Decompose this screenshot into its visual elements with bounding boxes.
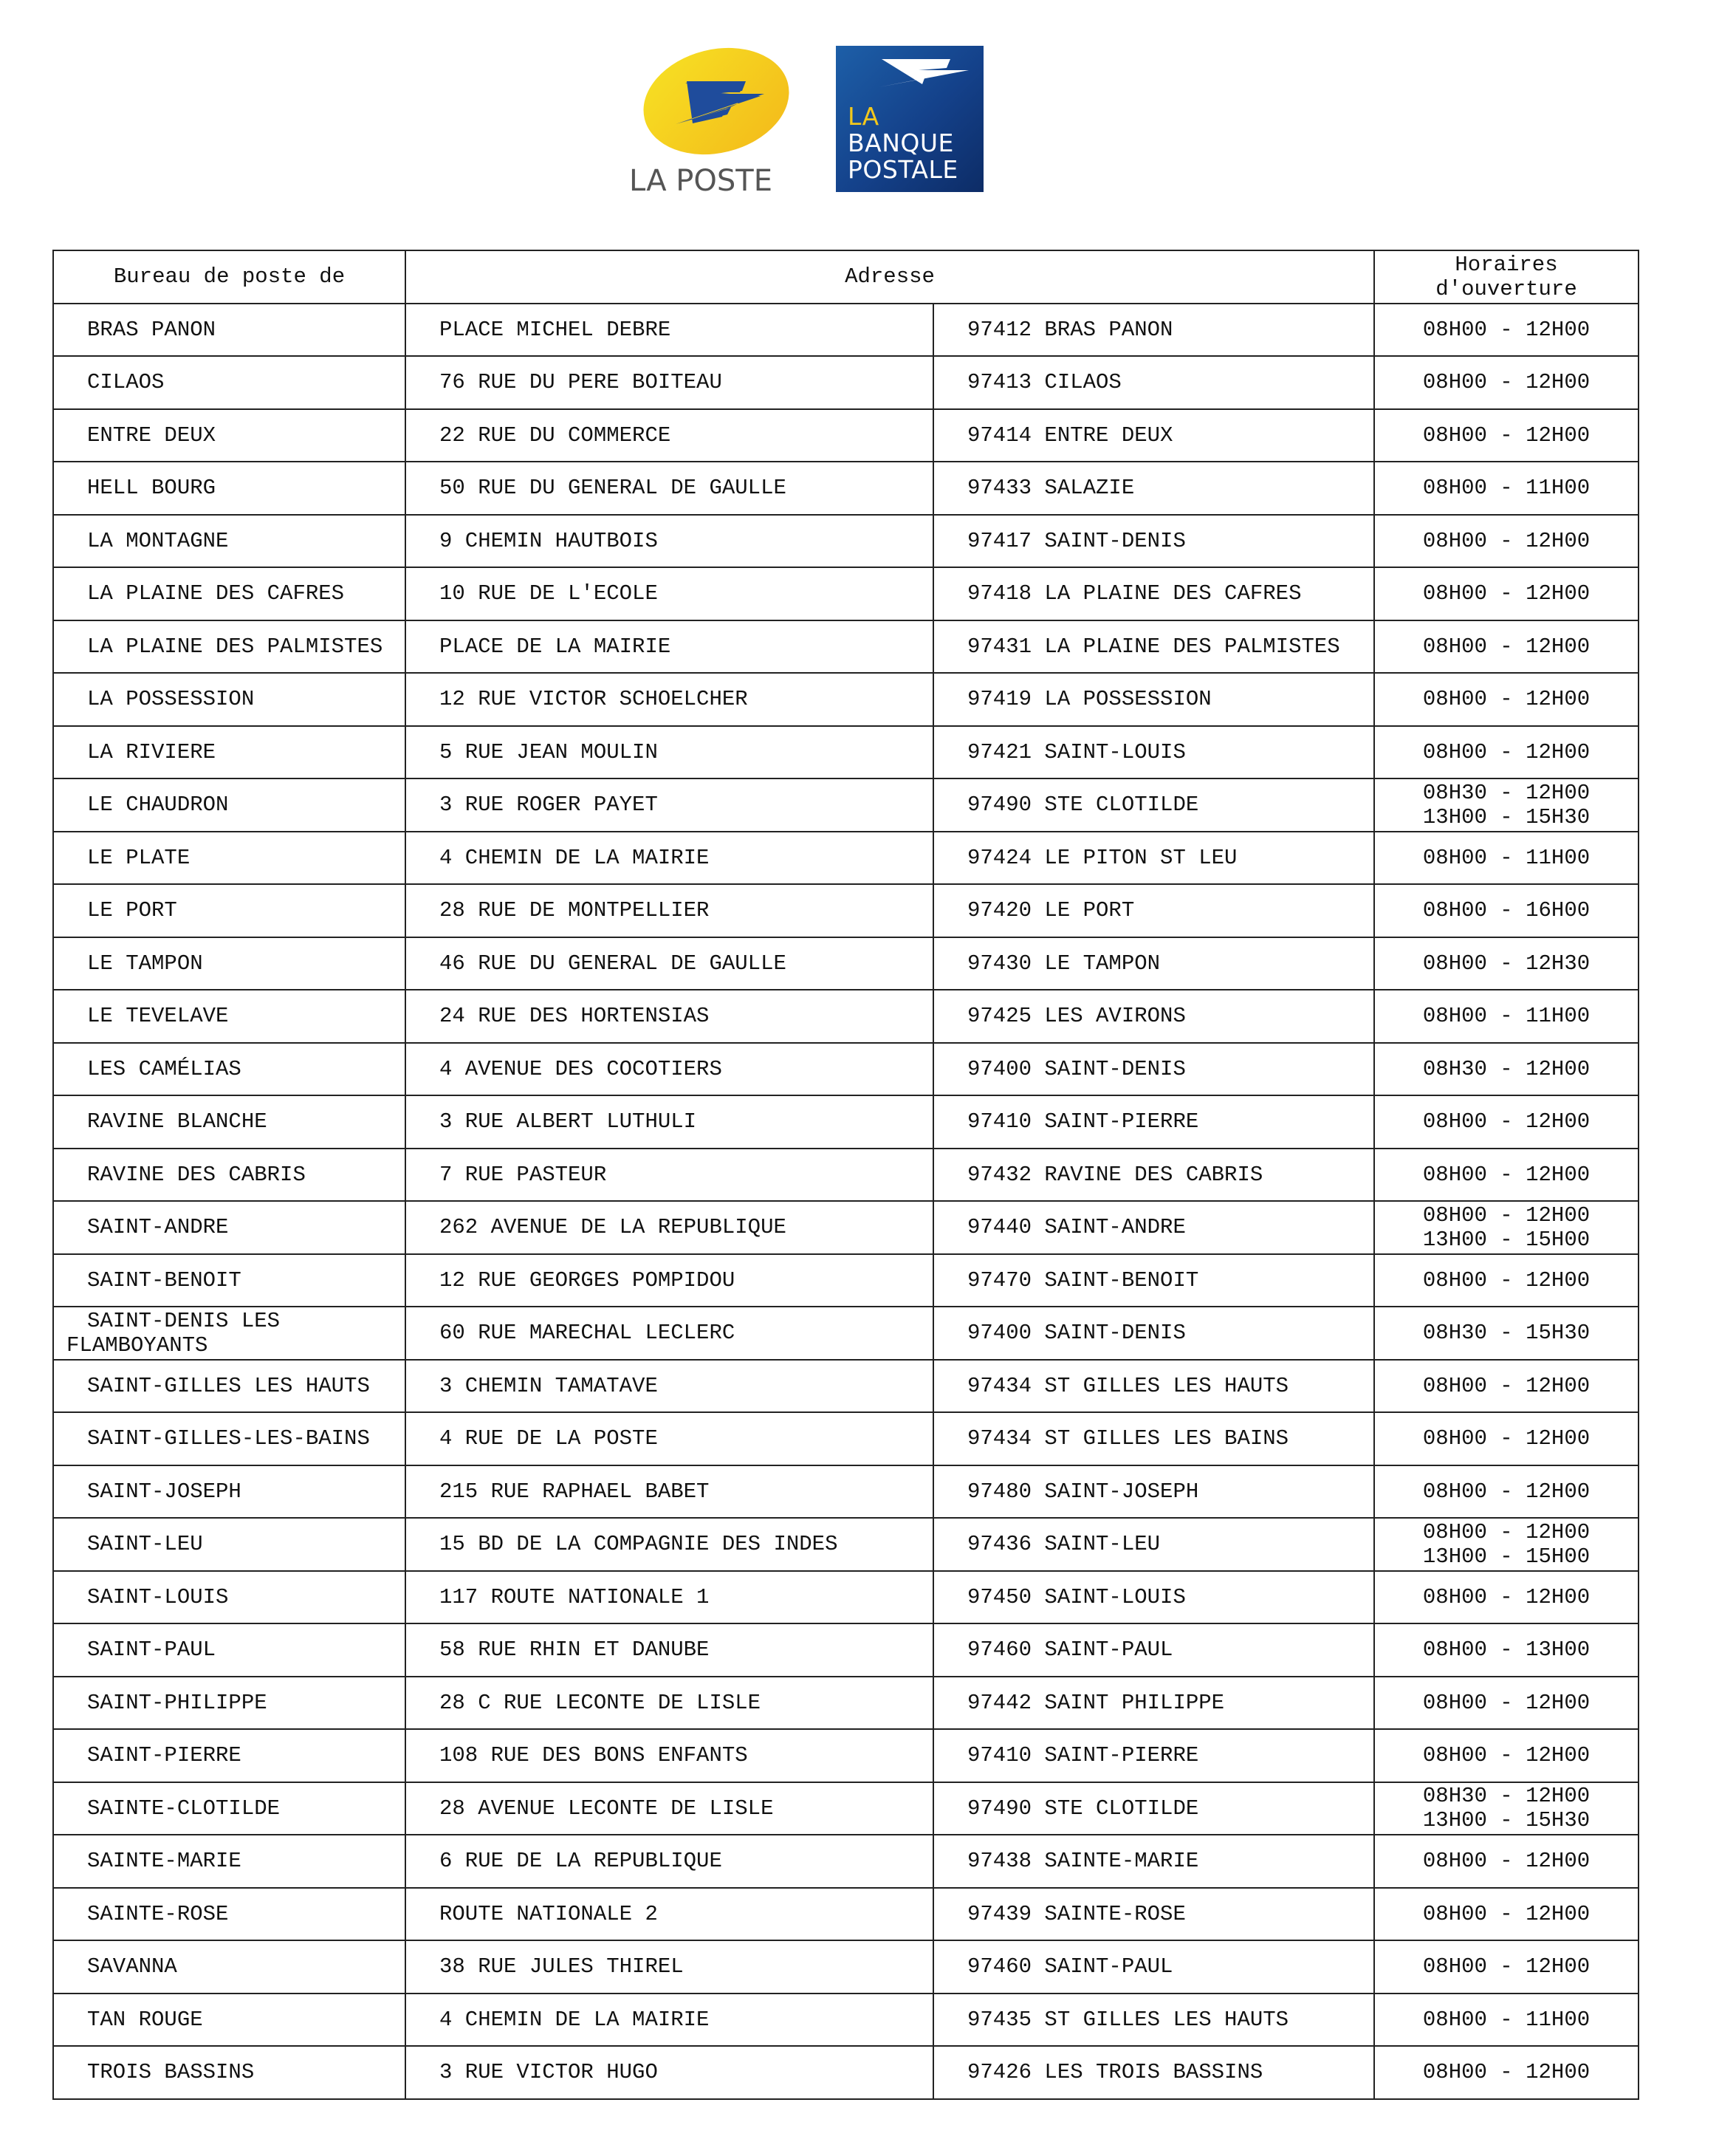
table-row <box>53 1518 1639 1571</box>
table-row <box>53 409 1639 462</box>
city-cell: 97460 SAINT-PAUL <box>933 1940 1374 1994</box>
street-cell: 4 RUE DE LA POSTE <box>405 1412 933 1465</box>
table-row <box>53 1888 1639 1941</box>
table-row <box>53 1201 1639 1254</box>
table-row <box>53 1412 1639 1465</box>
table-row <box>53 462 1639 515</box>
city-cell: 97426 LES TROIS BASSINS <box>933 2046 1374 2099</box>
city-cell: 97412 BRAS PANON <box>933 304 1374 357</box>
street-cell: 4 CHEMIN DE LA MAIRIE <box>405 832 933 885</box>
city-cell: 97414 ENTRE DEUX <box>933 409 1374 462</box>
street-cell: 4 CHEMIN DE LA MAIRIE <box>405 1994 933 2047</box>
city-cell: 97425 LES AVIRONS <box>933 990 1374 1043</box>
bureau-cell: LA RIVIERE <box>53 726 405 779</box>
table-row <box>53 1729 1639 1782</box>
bureau-cell: RAVINE BLANCHE <box>53 1095 405 1149</box>
table-row <box>53 304 1639 357</box>
street-cell: 50 RUE DU GENERAL DE GAULLE <box>405 462 933 515</box>
hours-cell: 08H00 - 12H00 <box>1374 1677 1639 1730</box>
city-cell: 97439 SAINTE-ROSE <box>933 1888 1374 1941</box>
bureau-cell: SAINT-PHILIPPE <box>53 1677 405 1730</box>
la-poste-emblem-icon <box>628 41 805 196</box>
bureau-cell: RAVINE DES CABRIS <box>53 1149 405 1202</box>
street-cell: 3 RUE ALBERT LUTHULI <box>405 1095 933 1149</box>
hours-cell: 08H00 - 12H00 <box>1374 567 1639 620</box>
bureau-cell: SAINT-LEU <box>53 1518 405 1571</box>
la-poste-wordmark: LA POSTE <box>629 164 772 196</box>
hours-cell: 08H00 - 12H00 <box>1374 1729 1639 1782</box>
bureau-cell: SAVANNA <box>53 1940 405 1994</box>
la-poste-logo <box>628 41 805 196</box>
table-row <box>53 673 1639 726</box>
bureau-cell: BRAS PANON <box>53 304 405 357</box>
table-row <box>53 1465 1639 1519</box>
bureau-cell: SAINT-BENOIT <box>53 1254 405 1307</box>
table-row <box>53 567 1639 620</box>
bureau-cell: LA POSSESSION <box>53 673 405 726</box>
bureau-cell: SAINT-PAUL <box>53 1623 405 1677</box>
city-cell: 97424 LE PITON ST LEU <box>933 832 1374 885</box>
table-row <box>53 1254 1639 1307</box>
hours-cell: 08H00 - 12H00 <box>1374 1940 1639 1994</box>
city-cell: 97400 SAINT-DENIS <box>933 1043 1374 1096</box>
table-row <box>53 620 1639 674</box>
street-cell: 3 RUE VICTOR HUGO <box>405 2046 933 2099</box>
street-cell: 5 RUE JEAN MOULIN <box>405 726 933 779</box>
city-cell: 97410 SAINT-PIERRE <box>933 1095 1374 1149</box>
street-cell: 28 AVENUE LECONTE DE LISLE <box>405 1782 933 1835</box>
bureau-cell: SAINT-JOSEPH <box>53 1465 405 1519</box>
city-cell: 97470 SAINT-BENOIT <box>933 1254 1374 1307</box>
street-cell: 3 RUE ROGER PAYET <box>405 778 933 832</box>
bureau-cell: LE TEVELAVE <box>53 990 405 1043</box>
hours-cell: 08H00 - 11H00 <box>1374 462 1639 515</box>
bureau-cell: LE TAMPON <box>53 937 405 990</box>
table-row <box>53 832 1639 885</box>
table-row <box>53 1782 1639 1835</box>
hours-cell: 08H00 - 12H00 <box>1374 1571 1639 1624</box>
city-cell: 97434 ST GILLES LES HAUTS <box>933 1360 1374 1413</box>
city-cell: 97450 SAINT-LOUIS <box>933 1571 1374 1624</box>
hours-cell: 08H00 - 12H00 <box>1374 1360 1639 1413</box>
bureau-cell: LA MONTAGNE <box>53 515 405 568</box>
street-cell: 28 RUE DE MONTPELLIER <box>405 884 933 937</box>
bureau-cell: LES CAMÉLIAS <box>53 1043 405 1096</box>
bureau-cell: LE CHAUDRON <box>53 778 405 832</box>
street-cell: 108 RUE DES BONS ENFANTS <box>405 1729 933 1782</box>
bureau-cell: CILAOS <box>53 356 405 409</box>
header-adresse: Adresse <box>405 250 1374 304</box>
city-cell: 97434 ST GILLES LES BAINS <box>933 1412 1374 1465</box>
table-row <box>53 1835 1639 1888</box>
bureau-cell: SAINT-ANDRE <box>53 1201 405 1254</box>
banque-postale-emblem-icon <box>836 46 984 105</box>
hours-cell: 08H00 - 12H00 <box>1374 1412 1639 1465</box>
hours-cell: 08H00 - 11H00 <box>1374 832 1639 885</box>
city-cell: 97436 SAINT-LEU <box>933 1518 1374 1571</box>
hours-cell: 08H00 - 12H00 <box>1374 1835 1639 1888</box>
hours-cell: 08H00 - 12H00 <box>1374 620 1639 674</box>
table-row <box>53 1677 1639 1730</box>
table-row <box>53 1095 1639 1149</box>
city-cell: 97490 STE CLOTILDE <box>933 778 1374 832</box>
hours-cell: 08H00 - 12H00 <box>1374 726 1639 779</box>
hours-cell: 08H00 - 12H00 <box>1374 1254 1639 1307</box>
city-cell: 97421 SAINT-LOUIS <box>933 726 1374 779</box>
hours-cell: 08H00 - 12H00 <box>1374 409 1639 462</box>
city-cell: 97410 SAINT-PIERRE <box>933 1729 1374 1782</box>
bureau-cell: HELL BOURG <box>53 462 405 515</box>
city-cell: 97413 CILAOS <box>933 356 1374 409</box>
city-cell: 97438 SAINTE-MARIE <box>933 1835 1374 1888</box>
bureau-cell: LE PLATE <box>53 832 405 885</box>
bureau-cell: TROIS BASSINS <box>53 2046 405 2099</box>
hours-cell: 08H00 - 11H00 <box>1374 990 1639 1043</box>
street-cell: 6 RUE DE LA REPUBLIQUE <box>405 1835 933 1888</box>
hours-cell: 08H00 - 12H00 13H00 - 15H00 <box>1374 1201 1639 1254</box>
street-cell: 3 CHEMIN TAMATAVE <box>405 1360 933 1413</box>
hours-cell: 08H00 - 12H00 <box>1374 1149 1639 1202</box>
street-cell: 58 RUE RHIN ET DANUBE <box>405 1623 933 1677</box>
city-cell: 97435 ST GILLES LES HAUTS <box>933 1994 1374 2047</box>
city-cell: 97480 SAINT-JOSEPH <box>933 1465 1374 1519</box>
table-row <box>53 356 1639 409</box>
bureau-cell: LA PLAINE DES PALMISTES <box>53 620 405 674</box>
hours-cell: 08H00 - 11H00 <box>1374 1994 1639 2047</box>
table-row <box>53 1307 1639 1360</box>
city-cell: 97420 LE PORT <box>933 884 1374 937</box>
bureau-cell: LA PLAINE DES CAFRES <box>53 567 405 620</box>
bureau-cell: SAINT-GILLES-LES-BAINS <box>53 1412 405 1465</box>
table-header-row <box>53 250 1639 304</box>
hours-cell: 08H00 - 13H00 <box>1374 1623 1639 1677</box>
table-row <box>53 778 1639 832</box>
street-cell: ROUTE NATIONALE 2 <box>405 1888 933 1941</box>
city-cell: 97490 STE CLOTILDE <box>933 1782 1374 1835</box>
hours-cell: 08H30 - 12H00 <box>1374 1043 1639 1096</box>
table-row <box>53 1571 1639 1624</box>
hours-cell: 08H00 - 12H00 <box>1374 673 1639 726</box>
street-cell: PLACE MICHEL DEBRE <box>405 304 933 357</box>
street-cell: 60 RUE MARECHAL LECLERC <box>405 1307 933 1360</box>
street-cell: 12 RUE GEORGES POMPIDOU <box>405 1254 933 1307</box>
city-cell: 97440 SAINT-ANDRE <box>933 1201 1374 1254</box>
street-cell: PLACE DE LA MAIRIE <box>405 620 933 674</box>
banque-postale-wordmark: LA BANQUE POSTALE <box>848 102 958 184</box>
table-row <box>53 1360 1639 1413</box>
street-cell: 10 RUE DE L'ECOLE <box>405 567 933 620</box>
banque-postale-logo <box>836 46 984 192</box>
street-cell: 4 AVENUE DES COCOTIERS <box>405 1043 933 1096</box>
hours-cell: 08H00 - 12H00 <box>1374 515 1639 568</box>
city-cell: 97418 LA PLAINE DES CAFRES <box>933 567 1374 620</box>
street-cell: 28 C RUE LECONTE DE LISLE <box>405 1677 933 1730</box>
table-row <box>53 1940 1639 1994</box>
street-cell: 38 RUE JULES THIREL <box>405 1940 933 1994</box>
street-cell: 15 BD DE LA COMPAGNIE DES INDES <box>405 1518 933 1571</box>
street-cell: 7 RUE PASTEUR <box>405 1149 933 1202</box>
table-row <box>53 1623 1639 1677</box>
hours-cell: 08H00 - 12H00 <box>1374 2046 1639 2099</box>
bureau-cell: LE PORT <box>53 884 405 937</box>
street-cell: 24 RUE DES HORTENSIAS <box>405 990 933 1043</box>
table-row <box>53 515 1639 568</box>
table-row <box>53 884 1639 937</box>
bureau-cell: SAINT-GILLES LES HAUTS <box>53 1360 405 1413</box>
hours-cell: 08H00 - 12H30 <box>1374 937 1639 990</box>
hours-cell: 08H00 - 12H00 <box>1374 1465 1639 1519</box>
bureau-cell: SAINT-PIERRE <box>53 1729 405 1782</box>
bureau-cell: SAINTE-MARIE <box>53 1835 405 1888</box>
city-cell: 97433 SALAZIE <box>933 462 1374 515</box>
city-cell: 97430 LE TAMPON <box>933 937 1374 990</box>
table-row <box>53 1043 1639 1096</box>
street-cell: 46 RUE DU GENERAL DE GAULLE <box>405 937 933 990</box>
street-cell: 22 RUE DU COMMERCE <box>405 409 933 462</box>
header-bureau: Bureau de poste de <box>53 250 405 304</box>
city-cell: 97460 SAINT-PAUL <box>933 1623 1374 1677</box>
post-office-table <box>52 250 1639 2100</box>
hours-cell: 08H30 - 12H00 13H00 - 15H30 <box>1374 778 1639 832</box>
city-cell: 97419 LA POSSESSION <box>933 673 1374 726</box>
table-row <box>53 1149 1639 1202</box>
street-cell: 215 RUE RAPHAEL BABET <box>405 1465 933 1519</box>
city-cell: 97400 SAINT-DENIS <box>933 1307 1374 1360</box>
hours-cell: 08H30 - 12H00 13H00 - 15H30 <box>1374 1782 1639 1835</box>
bureau-cell: SAINT-DENIS LES FLAMBOYANTS <box>53 1307 405 1360</box>
bureau-cell: SAINTE-ROSE <box>53 1888 405 1941</box>
table-row <box>53 2046 1639 2099</box>
city-cell: 97417 SAINT-DENIS <box>933 515 1374 568</box>
street-cell: 117 ROUTE NATIONALE 1 <box>405 1571 933 1624</box>
hours-cell: 08H00 - 12H00 13H00 - 15H00 <box>1374 1518 1639 1571</box>
city-cell: 97432 RAVINE DES CABRIS <box>933 1149 1374 1202</box>
hours-cell: 08H00 - 12H00 <box>1374 356 1639 409</box>
city-cell: 97431 LA PLAINE DES PALMISTES <box>933 620 1374 674</box>
bureau-cell: ENTRE DEUX <box>53 409 405 462</box>
table-row <box>53 937 1639 990</box>
header-horaires: Horaires d'ouverture <box>1374 250 1639 304</box>
bureau-cell: SAINTE-CLOTILDE <box>53 1782 405 1835</box>
table-row <box>53 990 1639 1043</box>
table-row <box>53 1994 1639 2047</box>
hours-cell: 08H00 - 12H00 <box>1374 1888 1639 1941</box>
street-cell: 262 AVENUE DE LA REPUBLIQUE <box>405 1201 933 1254</box>
street-cell: 76 RUE DU PERE BOITEAU <box>405 356 933 409</box>
street-cell: 9 CHEMIN HAUTBOIS <box>405 515 933 568</box>
hours-cell: 08H30 - 15H30 <box>1374 1307 1639 1360</box>
city-cell: 97442 SAINT PHILIPPE <box>933 1677 1374 1730</box>
table-row <box>53 726 1639 779</box>
hours-cell: 08H00 - 12H00 <box>1374 1095 1639 1149</box>
bureau-cell: TAN ROUGE <box>53 1994 405 2047</box>
bureau-cell: SAINT-LOUIS <box>53 1571 405 1624</box>
hours-cell: 08H00 - 16H00 <box>1374 884 1639 937</box>
street-cell: 12 RUE VICTOR SCHOELCHER <box>405 673 933 726</box>
hours-cell: 08H00 - 12H00 <box>1374 304 1639 357</box>
